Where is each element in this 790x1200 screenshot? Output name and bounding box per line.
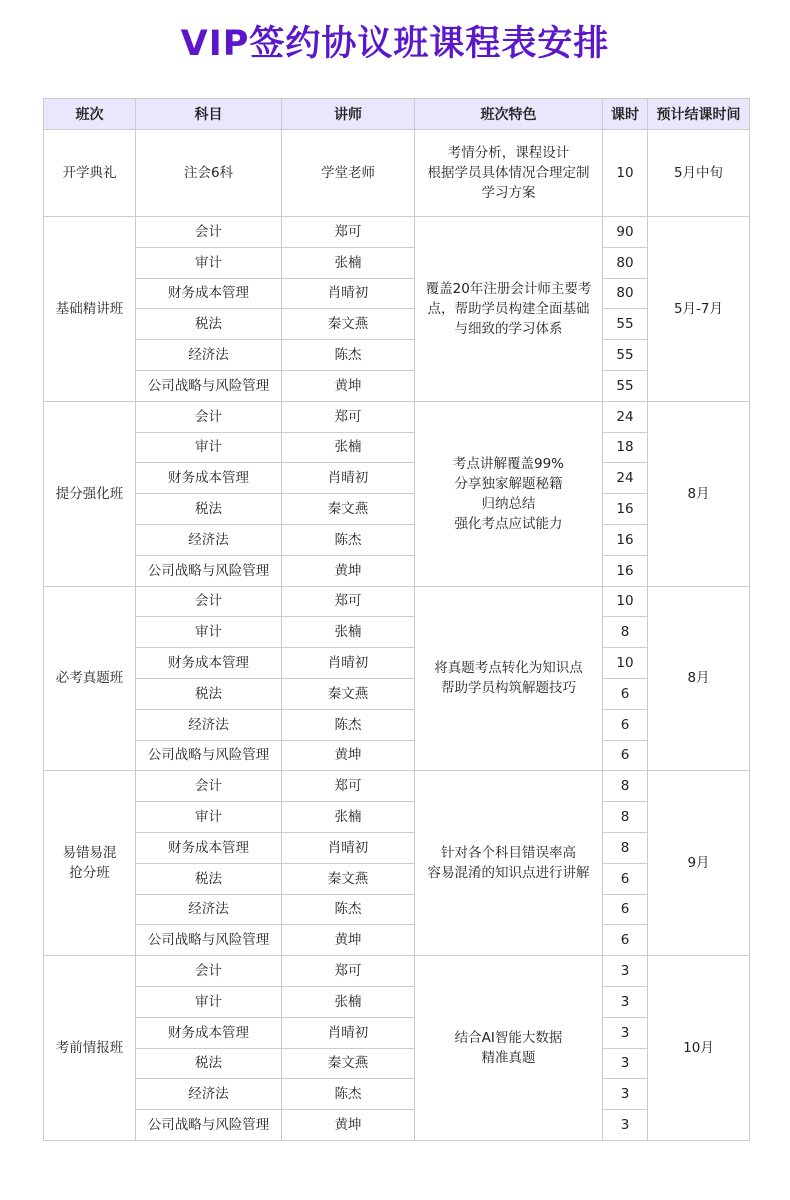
table-row — [44, 247, 750, 278]
teacher-cell: 郑可 — [282, 586, 415, 617]
subject-cell: 税法 — [136, 494, 282, 525]
hours-cell: 10 — [603, 130, 648, 217]
teacher-cell: 张楠 — [282, 802, 415, 833]
subject-cell: 经济法 — [136, 709, 282, 740]
teacher-cell: 黄坤 — [282, 740, 415, 771]
teacher-cell: 秦文燕 — [282, 309, 415, 340]
hours-cell: 8 — [603, 617, 648, 648]
hours-cell: 8 — [603, 832, 648, 863]
teacher-cell: 黄坤 — [282, 370, 415, 401]
table-row — [44, 678, 750, 709]
table-row — [44, 986, 750, 1017]
header-feature: 班次特色 — [415, 99, 603, 130]
table-row — [44, 401, 750, 432]
subject-cell: 会计 — [136, 771, 282, 802]
subject-cell: 财务成本管理 — [136, 648, 282, 679]
hours-cell: 24 — [603, 463, 648, 494]
hours-cell: 8 — [603, 771, 648, 802]
teacher-cell: 秦文燕 — [282, 678, 415, 709]
teacher-cell: 肖晴初 — [282, 278, 415, 309]
subject-cell: 财务成本管理 — [136, 278, 282, 309]
teacher-cell: 张楠 — [282, 432, 415, 463]
subject-cell: 经济法 — [136, 524, 282, 555]
teacher-cell: 肖晴初 — [282, 832, 415, 863]
teacher-cell: 陈杰 — [282, 524, 415, 555]
teacher-cell: 黄坤 — [282, 925, 415, 956]
subject-cell: 审计 — [136, 617, 282, 648]
hours-cell: 3 — [603, 1110, 648, 1141]
subject-cell: 会计 — [136, 217, 282, 248]
subject-cell: 会计 — [136, 401, 282, 432]
subject-cell: 审计 — [136, 247, 282, 278]
table-row — [44, 432, 750, 463]
table-row — [44, 802, 750, 833]
subject-cell: 公司战略与风险管理 — [136, 925, 282, 956]
table-row — [44, 555, 750, 586]
teacher-cell: 张楠 — [282, 617, 415, 648]
table-row — [44, 925, 750, 956]
feature-cell: 考点讲解覆盖99% 分享独家解题秘籍 归纳总结 强化考点应试能力 — [415, 401, 603, 586]
teacher-cell: 学堂老师 — [282, 130, 415, 217]
table-row — [44, 832, 750, 863]
class-name-cell: 易错易混 抢分班 — [44, 771, 136, 956]
subject-cell: 税法 — [136, 678, 282, 709]
hours-cell: 6 — [603, 925, 648, 956]
hours-cell: 3 — [603, 956, 648, 987]
end-time-cell: 8月 — [648, 401, 750, 586]
table-row — [44, 1079, 750, 1110]
hours-cell: 16 — [603, 555, 648, 586]
teacher-cell: 郑可 — [282, 401, 415, 432]
table-row — [44, 648, 750, 679]
hours-cell: 18 — [603, 432, 648, 463]
hours-cell: 80 — [603, 278, 648, 309]
hours-cell: 80 — [603, 247, 648, 278]
subject-cell: 公司战略与风险管理 — [136, 740, 282, 771]
end-time-cell: 5月-7月 — [648, 217, 750, 402]
hours-cell: 6 — [603, 863, 648, 894]
table-row — [44, 1110, 750, 1141]
subject-cell: 会计 — [136, 956, 282, 987]
table-row — [44, 494, 750, 525]
header-row — [44, 99, 750, 130]
table-row — [44, 309, 750, 340]
hours-cell: 3 — [603, 986, 648, 1017]
table-body — [44, 130, 750, 1141]
table-row — [44, 370, 750, 401]
table-row — [44, 709, 750, 740]
subject-cell: 审计 — [136, 802, 282, 833]
page-title: VIP签约协议班课程表安排 — [180, 24, 610, 64]
subject-cell: 审计 — [136, 432, 282, 463]
table-row — [44, 956, 750, 987]
teacher-cell: 陈杰 — [282, 340, 415, 371]
teacher-cell: 黄坤 — [282, 1110, 415, 1141]
hours-cell: 6 — [603, 894, 648, 925]
hours-cell: 55 — [603, 340, 648, 371]
feature-cell: 覆盖20年注册会计师主要考 点，帮助学员构建全面基础 与细致的学习体系 — [415, 217, 603, 402]
header-class: 班次 — [44, 99, 136, 130]
subject-cell: 公司战略与风险管理 — [136, 370, 282, 401]
hours-cell: 6 — [603, 709, 648, 740]
feature-cell: 将真题考点转化为知识点 帮助学员构筑解题技巧 — [415, 586, 603, 771]
table-row — [44, 863, 750, 894]
feature-cell: 结合AI智能大数据 精准真题 — [415, 956, 603, 1141]
teacher-cell: 郑可 — [282, 217, 415, 248]
table-header — [44, 99, 750, 130]
teacher-cell: 肖晴初 — [282, 1017, 415, 1048]
hours-cell: 3 — [603, 1017, 648, 1048]
subject-cell: 税法 — [136, 309, 282, 340]
table-row — [44, 340, 750, 371]
hours-cell: 6 — [603, 740, 648, 771]
header-hours: 课时 — [603, 99, 648, 130]
teacher-cell: 郑可 — [282, 956, 415, 987]
subject-cell: 财务成本管理 — [136, 832, 282, 863]
table-row — [44, 894, 750, 925]
subject-cell: 审计 — [136, 986, 282, 1017]
teacher-cell: 秦文燕 — [282, 494, 415, 525]
hours-cell: 16 — [603, 494, 648, 525]
table-row — [44, 1048, 750, 1079]
teacher-cell: 张楠 — [282, 247, 415, 278]
hours-cell: 6 — [603, 678, 648, 709]
subject-cell: 经济法 — [136, 1079, 282, 1110]
header-subject: 科目 — [136, 99, 282, 130]
teacher-cell: 张楠 — [282, 986, 415, 1017]
hours-cell: 10 — [603, 648, 648, 679]
end-time-cell: 5月中旬 — [648, 130, 750, 217]
table-row — [44, 278, 750, 309]
subject-cell: 注会6科 — [136, 130, 282, 217]
table-row — [44, 586, 750, 617]
table-row — [44, 617, 750, 648]
subject-cell: 财务成本管理 — [136, 463, 282, 494]
feature-cell: 考情分析，课程设计 根据学员具体情况合理定制 学习方案 — [415, 130, 603, 217]
table-row — [44, 217, 750, 248]
table-row — [44, 740, 750, 771]
class-name-cell: 考前情报班 — [44, 956, 136, 1141]
end-time-cell: 8月 — [648, 586, 750, 771]
table-row — [44, 1017, 750, 1048]
subject-cell: 经济法 — [136, 340, 282, 371]
class-name-cell: 必考真题班 — [44, 586, 136, 771]
class-name-cell: 提分强化班 — [44, 401, 136, 586]
table-row — [44, 463, 750, 494]
hours-cell: 10 — [603, 586, 648, 617]
subject-cell: 税法 — [136, 863, 282, 894]
end-time-cell: 10月 — [648, 956, 750, 1141]
opening-row — [44, 130, 750, 217]
teacher-cell: 黄坤 — [282, 555, 415, 586]
subject-cell: 会计 — [136, 586, 282, 617]
teacher-cell: 秦文燕 — [282, 863, 415, 894]
teacher-cell: 陈杰 — [282, 894, 415, 925]
hours-cell: 90 — [603, 217, 648, 248]
teacher-cell: 肖晴初 — [282, 648, 415, 679]
hours-cell: 55 — [603, 309, 648, 340]
teacher-cell: 肖晴初 — [282, 463, 415, 494]
class-name-cell: 基础精讲班 — [44, 217, 136, 402]
subject-cell: 财务成本管理 — [136, 1017, 282, 1048]
class-name-cell: 开学典礼 — [44, 130, 136, 217]
hours-cell: 3 — [603, 1048, 648, 1079]
hours-cell: 3 — [603, 1079, 648, 1110]
table-row — [44, 771, 750, 802]
hours-cell: 24 — [603, 401, 648, 432]
subject-cell: 公司战略与风险管理 — [136, 555, 282, 586]
course-schedule-table — [43, 98, 750, 1141]
feature-cell: 针对各个科目错误率高 容易混淆的知识点进行讲解 — [415, 771, 603, 956]
hours-cell: 8 — [603, 802, 648, 833]
teacher-cell: 秦文燕 — [282, 1048, 415, 1079]
table-row — [44, 524, 750, 555]
teacher-cell: 郑可 — [282, 771, 415, 802]
hours-cell: 55 — [603, 370, 648, 401]
subject-cell: 经济法 — [136, 894, 282, 925]
hours-cell: 16 — [603, 524, 648, 555]
subject-cell: 税法 — [136, 1048, 282, 1079]
header-end-time: 预计结课时间 — [648, 99, 750, 130]
end-time-cell: 9月 — [648, 771, 750, 956]
teacher-cell: 陈杰 — [282, 709, 415, 740]
subject-cell: 公司战略与风险管理 — [136, 1110, 282, 1141]
header-teacher: 讲师 — [282, 99, 415, 130]
teacher-cell: 陈杰 — [282, 1079, 415, 1110]
